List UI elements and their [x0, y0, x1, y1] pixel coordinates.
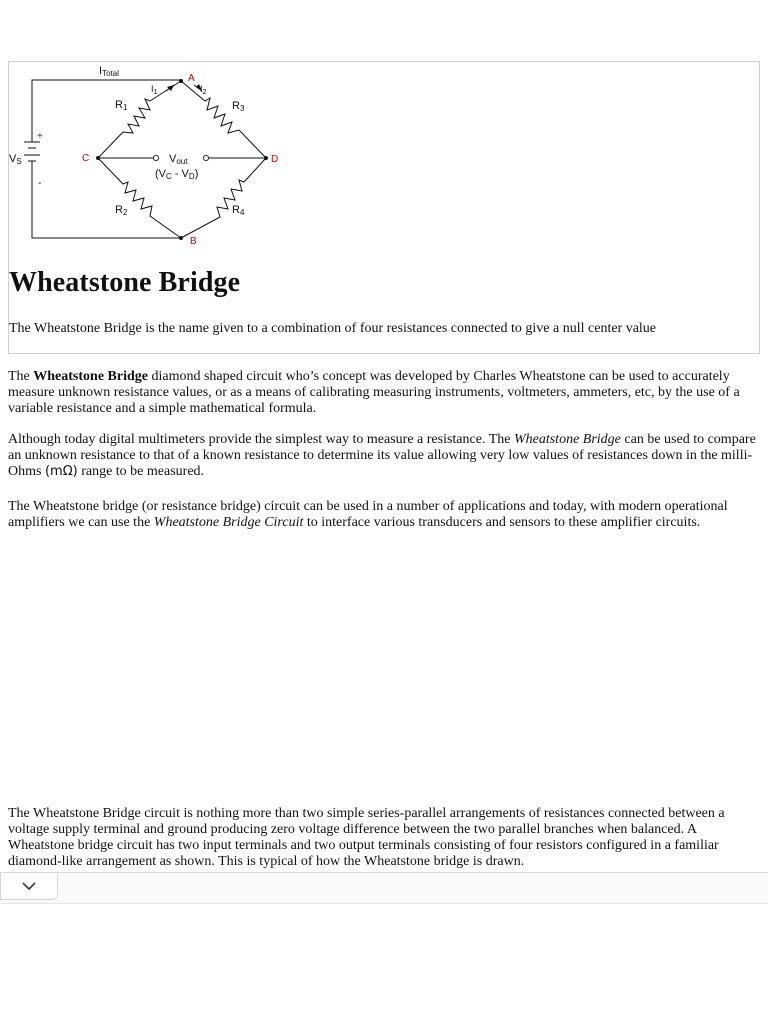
italic-term: Wheatstone Bridge [513, 432, 621, 447]
circuit-description-paragraph: The Wheatstone Bridge circuit is nothing more than two simple series-parallel arrangements of resistances connected between a voltage supply terminal and ground producing zero voltage difference between the two parallel branches when balanced. A Wheatstone bridge circuit has two input terminals and two output terminals consisting of four resistors configured in a familiar diamond-like arrangement as shown. This is typical of how the Wheatstone bridge is drawn. [8, 806, 725, 869]
r3-resistor [181, 81, 266, 158]
italic-term: Wheatstone Bridge Circuit [153, 515, 304, 530]
vout-label: Vout [169, 153, 188, 166]
vdiff-label: (VC - VD) [155, 168, 199, 181]
page-title: Wheatstone Bridge [9, 267, 241, 298]
applications-paragraph: The Wheatstone bridge (or resistance bridge) circuit can be used in a number of applications and today, with modern operational amplifiers we can use the Wheatstone Bridge Circuit to interface various transducers and sensors to these amplifier circuits. [8, 499, 728, 530]
i1-arrow-icon [167, 85, 174, 91]
r1-resistor [98, 81, 181, 158]
milliohm-symbol: (mΩ) [44, 464, 78, 479]
node-a-label: A [188, 73, 195, 84]
r3-label: R3 [232, 100, 245, 113]
node-b-label: B [190, 236, 197, 247]
r4-label: R4 [232, 204, 245, 217]
multimeter-paragraph: Although today digital multimeters provide the simplest way to measure a resistance. The Wheatstone Bridge can be used to compare an unknown resistance to that of a known resistance to determine its value allowing very low values of resistances down in the milli-Ohms (mΩ) range to be measured. [8, 432, 756, 479]
intro-paragraph: The Wheatstone Bridge diamond shaped circuit who’s concept was developed by Charles Wheatstone can be used to accurately measure unknown resistance values, or as a means of calibrating measuring instruments, voltmeters, ammeters, etc, by the use of a variable resistance and a simple mathematical formula. [8, 369, 740, 416]
r2-label: R2 [115, 204, 128, 217]
vs-label: VS [9, 153, 22, 166]
i1-label: $I_1$ [151, 84, 158, 96]
top-wire [32, 80, 181, 136]
vout-terminal-c [153, 155, 158, 160]
node-a-dot [179, 79, 183, 83]
figure-caption: The Wheatstone Bridge is the name given to a combination of four resistances connected to give a null center value [9, 321, 657, 336]
bottom-bar [0, 872, 768, 904]
node-d-label: D [271, 154, 279, 165]
node-c-dot [96, 156, 100, 160]
r1-label: R1 [115, 99, 128, 112]
battery-minus-label: - [38, 178, 42, 189]
figure-box [8, 61, 760, 354]
i-total-label: ITotal [99, 65, 119, 78]
bold-term: Wheatstone Bridge [33, 369, 148, 384]
node-c-label: C [82, 153, 90, 164]
i2-label: $I_2$ [200, 84, 207, 96]
r2-resistor [98, 158, 181, 238]
chevron-down-icon [22, 882, 36, 891]
node-b-dot [179, 236, 183, 240]
battery-plus-label: + [37, 131, 43, 142]
expand-toggle-button[interactable] [0, 873, 58, 900]
node-d-dot [264, 156, 268, 160]
vout-terminal-d [203, 155, 208, 160]
wheatstone-bridge-diagram [9, 62, 309, 257]
